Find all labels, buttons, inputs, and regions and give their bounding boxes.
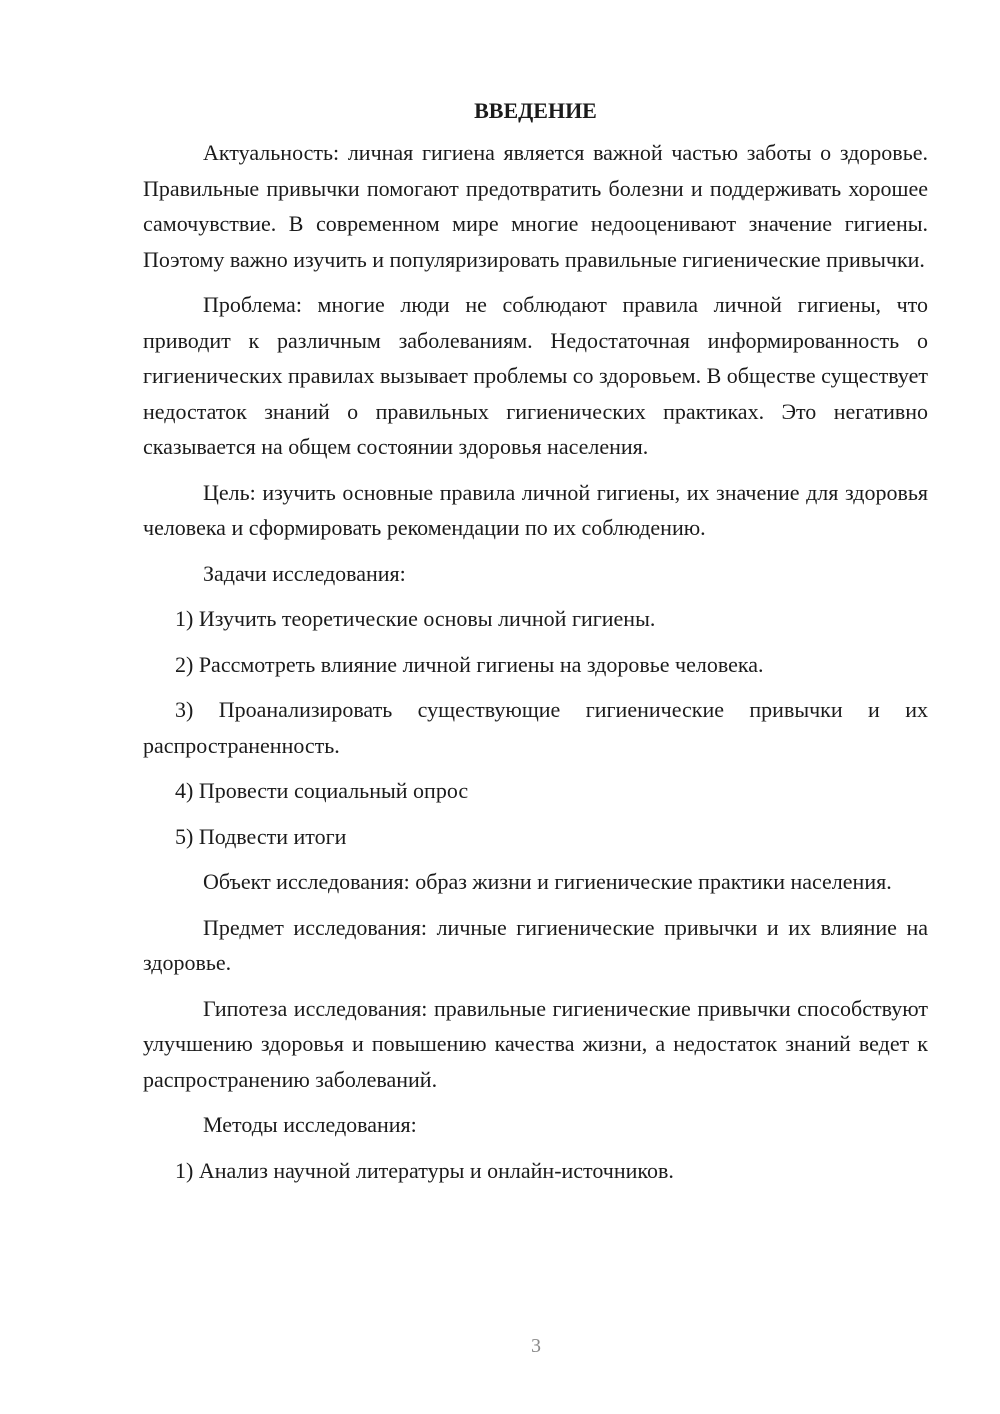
method-item: 1) Анализ научной литературы и онлайн-источников. [175,1157,674,1183]
task-item: 4) Провести социальный опрос [175,778,469,803]
subject-paragraph: Предмет исследования: личные гигиенические привычки и их влияние на здоровье. [143,914,928,975]
task-item: 5) Подвести итоги [175,823,347,849]
hypothesis-paragraph: Гипотеза исследования: правильные гигиенические привычки способствуют улучшению здоровья и повышению качества жизни, а недостаток знаний ведет к распространению заболеваний. [143,995,928,1092]
problem-paragraph: Проблема: многие люди не соблюдают правила личной гигиены, что приводит к различным заболеваниям. Недостаточная информированность о гигиенических правилах вызывает проблемы со здоровьем. В обществе существует недостаток знаний о правильных гигиенических практиках. Это негативно сказывается на общем состоянии здоровья населения. [143,292,928,459]
relevance-paragraph: Актуальность: личная гигиена является важной частью заботы о здоровье. Правильные привычки помогают предотвратить болезни и поддерживать хорошее самочувствие. В современном мире многие недооценивают значение гигиены. Поэтому важно изучить и популяризировать правильные гигиенические привычки. [143,140,928,272]
page-content [143,97,928,1198]
task-item: 1) Изучить теоретические основы личной гигиены. [175,606,656,631]
methods-heading: Методы исследования: [203,1112,417,1137]
object-paragraph: Объект исследования: образ жизни и гигиенические практики населения. [203,869,892,894]
task-item: 3) Проанализировать существующие гигиенические привычки и их распространенность. [143,697,928,758]
tasks-heading: Задачи исследования: [203,560,406,586]
task-item: 2) Рассмотреть влияние личной гигиены на здоровье человека. [175,651,764,677]
section-title: ВВЕДЕНИЕ [474,98,597,123]
goal-paragraph: Цель: изучить основные правила личной гигиены, их значение для здоровья человека и сформировать рекомендации по их соблюдению. [143,479,928,540]
page-number: 3 [531,1335,541,1357]
